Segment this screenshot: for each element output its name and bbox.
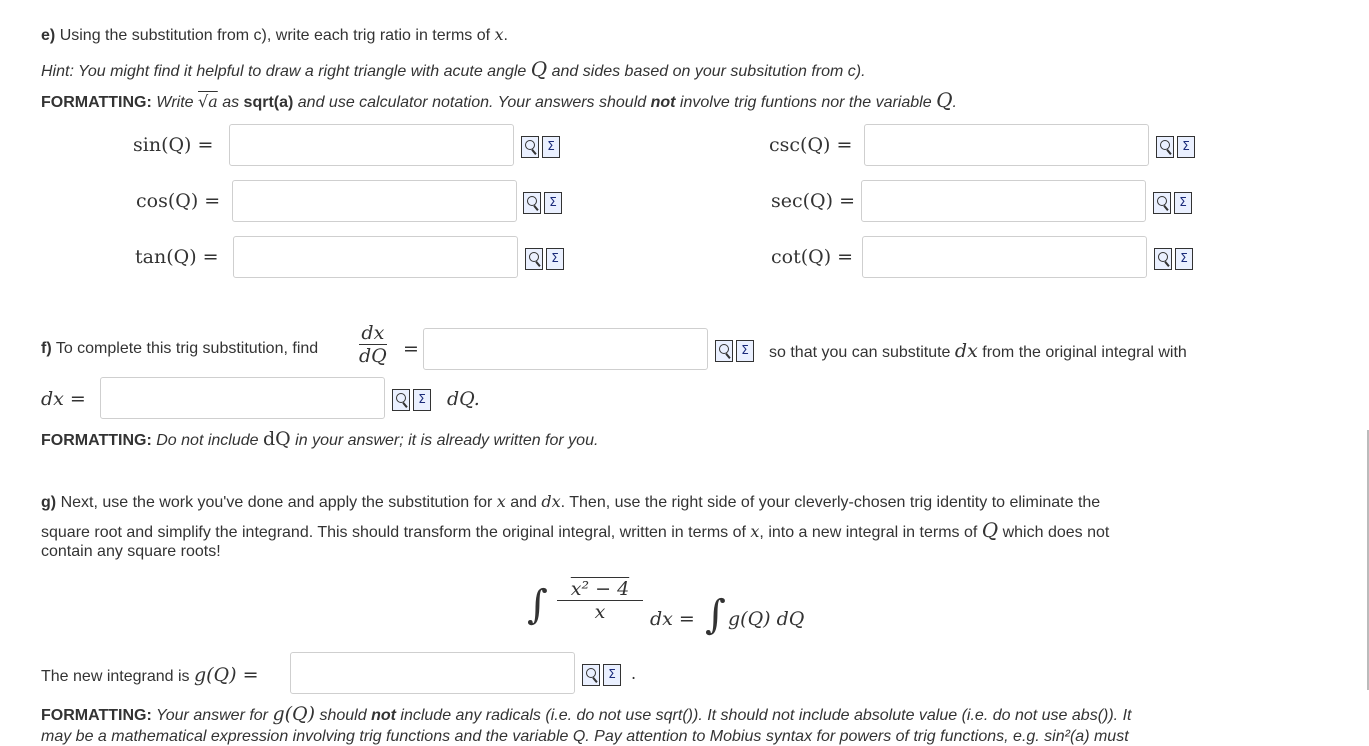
equation-editor-icon[interactable]: Σ bbox=[1174, 192, 1192, 214]
eq-right: g(Q) dQ bbox=[728, 608, 805, 630]
dq-suffix: dQ. bbox=[447, 388, 480, 410]
equation-editor-icon[interactable]: Σ bbox=[544, 192, 562, 214]
part-g-formatting: FORMATTING: Your answer for g(Q) should not include any radicals (i.e. do not use sqrt()). It should not include absolute value (i.e. do not use abs()). It bbox=[41, 703, 1132, 725]
dx-icons bbox=[392, 389, 431, 411]
part-f-instructions: f) To complete this trig substitution, find bbox=[41, 340, 319, 357]
tan-icons bbox=[525, 248, 564, 270]
sin-label: sin(Q) = bbox=[133, 134, 214, 156]
dx-label: dx = bbox=[41, 388, 86, 410]
preview-icon[interactable] bbox=[582, 664, 600, 686]
part-g-line-1: g) Next, use the work you've done and apply the substitution for x and dx. Then, use the right side of your cleverly-chosen trig identity to eliminate the bbox=[41, 492, 1101, 511]
preview-icon[interactable] bbox=[523, 192, 541, 214]
preview-icon[interactable] bbox=[715, 340, 733, 362]
dx-dq-icons bbox=[715, 340, 754, 362]
part-g-line-2: square root and simplify the integrand. This should transform the original integral, written in terms of x, into a new integral in terms of Q which does not bbox=[41, 518, 1110, 542]
dx-dq-input[interactable] bbox=[423, 328, 708, 370]
part-e-hint: Hint: You might find it helpful to draw a right triangle with acute angle Q and sides based on your subsitution from c). bbox=[41, 57, 866, 81]
part-e-formatting: FORMATTING: Write √a as sqrt(a) and use calculator notation. Your answers should not involve trig funtions nor the variable Q. bbox=[41, 88, 957, 112]
part-f-formatting: FORMATTING: Do not include dQ in your answer; it is already written for you. bbox=[41, 428, 599, 450]
equation-editor-icon[interactable]: Σ bbox=[736, 340, 754, 362]
sec-input[interactable] bbox=[861, 180, 1146, 222]
integrand-input[interactable] bbox=[290, 652, 575, 694]
sin-icons bbox=[521, 136, 560, 158]
f-equals: = bbox=[403, 338, 419, 360]
cot-input[interactable] bbox=[862, 236, 1147, 278]
sec-label: sec(Q) = bbox=[771, 190, 855, 212]
cos-label: cos(Q) = bbox=[136, 190, 221, 212]
cos-input[interactable] bbox=[232, 180, 517, 222]
integrand-prompt: The new integrand is g(Q) = bbox=[41, 664, 259, 686]
tan-label: tan(Q) = bbox=[135, 246, 219, 268]
part-g-line-3: contain any square roots! bbox=[41, 543, 221, 560]
equation-editor-icon[interactable]: Σ bbox=[1177, 136, 1195, 158]
integral-sign-right: ∫ bbox=[705, 592, 726, 638]
part-f-after: so that you can substitute dx from the original integral with bbox=[769, 340, 1187, 362]
preview-icon[interactable] bbox=[392, 389, 410, 411]
integrand-fraction: $\frac{\text{x² − 4}}{x}$ bbox=[557, 578, 643, 623]
sin-input[interactable] bbox=[229, 124, 514, 166]
part-e-instructions: e) Using the substitution from c), write each trig ratio in terms of x. bbox=[41, 25, 508, 44]
part-g-formatting-cut: may be a mathematical expression involving trig functions and the variable Q. Pay attention to Mobius syntax for powers of trig functions, e.g. sin²(a) must bbox=[41, 728, 1129, 745]
eq-mid: dx = bbox=[650, 608, 695, 630]
cos-icons bbox=[523, 192, 562, 214]
preview-icon[interactable] bbox=[1154, 248, 1172, 270]
preview-icon[interactable] bbox=[1156, 136, 1174, 158]
csc-label: csc(Q) = bbox=[769, 134, 853, 156]
integral-sign-left: ∫ bbox=[527, 582, 548, 628]
preview-icon[interactable] bbox=[521, 136, 539, 158]
equation-editor-icon[interactable]: Σ bbox=[413, 389, 431, 411]
dx-input[interactable] bbox=[100, 377, 385, 419]
equation-editor-icon[interactable]: Σ bbox=[603, 664, 621, 686]
dx-dq-fraction: $\frac{dx}{dQ}$ bbox=[359, 322, 387, 367]
preview-icon[interactable] bbox=[525, 248, 543, 270]
integrand-icons bbox=[582, 664, 621, 686]
csc-icons bbox=[1156, 136, 1195, 158]
csc-input[interactable] bbox=[864, 124, 1149, 166]
integrand-end: . bbox=[631, 664, 637, 683]
preview-icon[interactable] bbox=[1153, 192, 1171, 214]
equation-editor-icon[interactable]: Σ bbox=[546, 248, 564, 270]
equation-editor-icon[interactable]: Σ bbox=[542, 136, 560, 158]
sec-icons bbox=[1153, 192, 1192, 214]
cot-icons bbox=[1154, 248, 1193, 270]
tan-input[interactable] bbox=[233, 236, 518, 278]
cot-label: cot(Q) = bbox=[771, 246, 854, 268]
equation-editor-icon[interactable]: Σ bbox=[1175, 248, 1193, 270]
part-e-label: e) bbox=[41, 27, 56, 44]
